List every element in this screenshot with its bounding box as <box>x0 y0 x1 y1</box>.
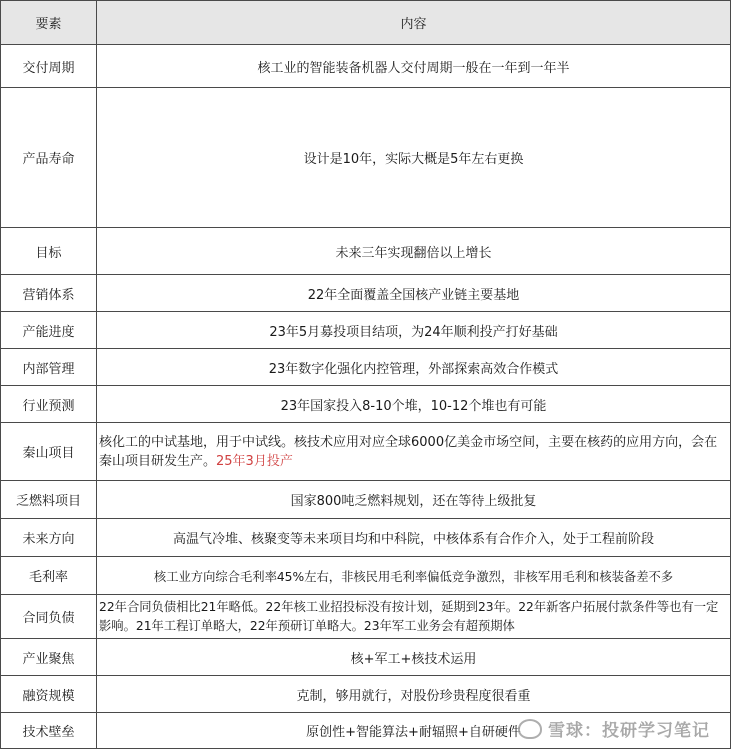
header-key: 要素 <box>1 1 97 45</box>
row-value: 核工业方向综合毛利率45%左右，非核民用毛利率偏低竞争激烈，非核军用毛利和核装备差不多 <box>97 557 731 595</box>
table-row <box>1 595 731 639</box>
row-key: 行业预测 <box>1 386 97 423</box>
table-row <box>1 639 731 676</box>
row-key: 未来方向 <box>1 519 97 557</box>
row-value: 22年合同负债相比21年略低。22年核工业招投标没有按计划，延期到23年。22年新客户拓展付款条件等也有一定影响。21年工程订单略大，22年预研订单略大。23年军工业务会有超预期体 <box>97 595 731 639</box>
table-row <box>1 676 731 713</box>
row-key: 内部管理 <box>1 349 97 386</box>
highlight-text: 25年3月投产 <box>216 453 293 469</box>
table-row <box>1 386 731 423</box>
row-key: 产能进度 <box>1 312 97 349</box>
row-value: 核+军工+核技术运用 <box>97 639 731 676</box>
row-value: 23年数字化强化内控管理，外部探索高效合作模式 <box>97 349 731 386</box>
row-key: 毛利率 <box>1 557 97 595</box>
table-row <box>1 519 731 557</box>
table-header-row <box>1 1 731 45</box>
table-row <box>1 481 731 519</box>
table-row <box>1 88 731 228</box>
row-key: 目标 <box>1 228 97 275</box>
table-row <box>1 349 731 386</box>
table-row <box>1 557 731 595</box>
row-value: 高温气冷堆、核聚变等未来项目均和中科院，中核体系有合作介入，处于工程前阶段 <box>97 519 731 557</box>
row-value: 设计是10年，实际大概是5年左右更换 <box>97 88 731 228</box>
row-key: 营销体系 <box>1 275 97 312</box>
row-key: 融资规模 <box>1 676 97 713</box>
row-key: 秦山项目 <box>1 423 97 481</box>
row-value: 核工业的智能装备机器人交付周期一般在一年到一年半 <box>97 45 731 88</box>
row-value-text: 核化工的中试基地，用于中试线。核技术应用对应全球6000亿美金市场空间，主要在核药的应用方向，会在秦山项目研发生产。 <box>99 434 718 469</box>
row-key: 乏燃料项目 <box>1 481 97 519</box>
watermark-text: 雪球：投研学习笔记 <box>548 721 710 741</box>
row-value: 22年全面覆盖全国核产业链主要基地 <box>97 275 731 312</box>
table-row <box>1 423 731 481</box>
table-row <box>1 45 731 88</box>
row-key: 产业聚焦 <box>1 639 97 676</box>
row-key: 交付周期 <box>1 45 97 88</box>
row-value: 克制，够用就行，对股份珍贵程度很看重 <box>97 676 731 713</box>
table-row <box>1 275 731 312</box>
row-value: 原创性+智能算法+耐辐照+自研硬件 <box>97 713 731 749</box>
row-value <box>97 423 731 481</box>
row-value: 23年5月募投项目结项，为24年顺利投产打好基础 <box>97 312 731 349</box>
header-value: 内容 <box>97 1 731 45</box>
table-row <box>1 228 731 275</box>
snowball-logo-icon <box>518 719 542 739</box>
row-key: 产品寿命 <box>1 88 97 228</box>
row-value: 国家800吨乏燃料规划，还在等待上级批复 <box>97 481 731 519</box>
row-value: 未来三年实现翻倍以上增长 <box>97 228 731 275</box>
row-key: 合同负债 <box>1 595 97 639</box>
watermark <box>518 716 710 741</box>
table-row <box>1 312 731 349</box>
row-value: 23年国家投入8-10个堆，10-12个堆也有可能 <box>97 386 731 423</box>
row-key: 技术壁垒 <box>1 713 97 749</box>
